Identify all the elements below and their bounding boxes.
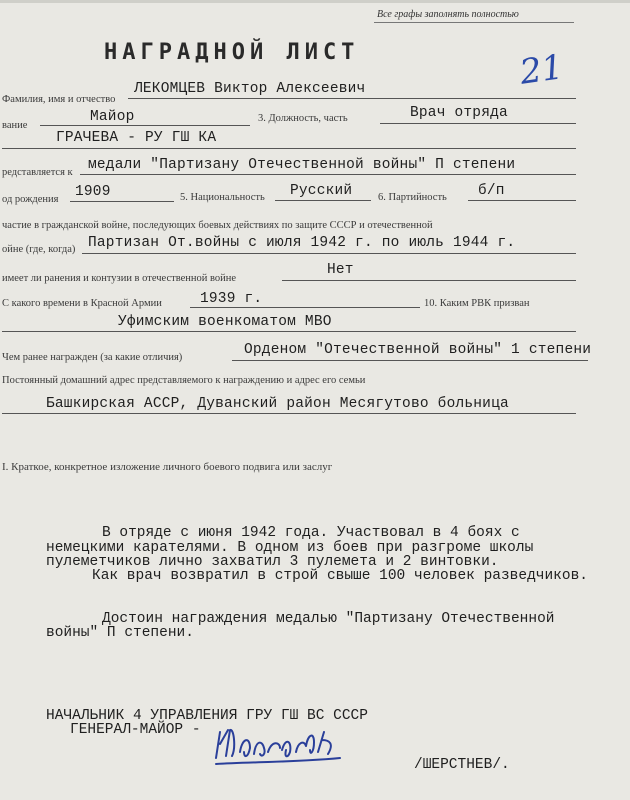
name-value: ЛЕКОМЦЕВ Виктор Алексеевич — [134, 81, 366, 97]
unit-underline — [2, 148, 576, 149]
participation-label-1: частие в гражданской войне, последующих боевых действиях по защите СССР и отечественной — [2, 220, 433, 231]
position-underline — [380, 123, 576, 124]
handwritten-signature — [210, 718, 360, 770]
wounds-underline — [282, 280, 576, 281]
rank-underline — [40, 125, 250, 126]
signature-rank: ГЕНЕРАЛ-МАЙОР - — [70, 722, 201, 738]
nationality-label: 5. Национальность — [180, 192, 265, 203]
handwritten-doc-number: 21 — [517, 47, 566, 93]
body-line-3: пулеметчиков лично захватил 3 пулемета и 2 винтовки. — [46, 554, 499, 570]
body-line-2: немецкими карателями. В одном из боев при разгроме школы — [46, 540, 534, 556]
wounds-value: Нет — [327, 262, 354, 278]
army-since-value: 1939 г. — [200, 291, 263, 307]
birth-underline — [70, 201, 174, 202]
presented-label: редставляется к — [2, 167, 73, 178]
presented-value: медали "Партизану Отечественной войны" П степени — [88, 157, 516, 173]
birth-label: од рождения — [2, 194, 59, 205]
scan-edge — [0, 0, 630, 3]
address-underline — [2, 413, 576, 414]
body-line-5: Достоин награждения медалью "Партизану Отечественной — [102, 611, 555, 627]
fill-all-note: Все графы заполнять полностью — [377, 9, 519, 20]
previous-awards-label: Чем ранее награжден (за какие отличия) — [2, 352, 183, 363]
note-underline — [374, 22, 574, 23]
presented-underline — [80, 174, 576, 175]
unit-value: ГРАЧЕВА - РУ ГШ КА — [56, 130, 217, 146]
army-since-label: С какого времени в Красной Армии — [2, 298, 162, 309]
body-line-1: В отряде с июня 1942 года. Участвовал в 4 боях с — [102, 525, 520, 541]
address-label: Постоянный домашний адрес представляемого к награждению и адрес его семьи — [2, 375, 366, 386]
page-title: НАГРАДНОЙ ЛИСТ — [104, 40, 360, 65]
body-line-4: Как врач возвратил в строй свыше 100 человек разведчиков. — [92, 568, 588, 584]
rvk-label: 10. Каким РВК призван — [424, 298, 530, 309]
address-value: Башкирская АССР, Дуванский район Месягутово больница — [46, 396, 509, 412]
position-value: Врач отряда — [410, 105, 508, 121]
body-line-6: войны" П степени. — [46, 625, 194, 641]
previous-awards-underline — [232, 360, 588, 361]
name-label: Фамилия, имя и отчество — [2, 94, 116, 105]
party-value: б/п — [478, 183, 505, 199]
rank-value: Майор — [90, 109, 135, 125]
wounds-label: имеет ли ранения и контузии в отечественной войне — [2, 273, 237, 284]
participation-label-2: ойне (где, когда) — [2, 244, 76, 255]
signature-name: /ШЕРСТНЕВ/. — [414, 757, 510, 773]
nationality-underline — [275, 200, 371, 201]
birth-value: 1909 — [75, 184, 111, 200]
army-since-underline — [190, 307, 420, 308]
nationality-value: Русский — [290, 183, 353, 199]
participation-value: Партизан От.войны с июля 1942 г. по июль 1944 г. — [88, 235, 516, 251]
rvk-value: Уфимским военкоматом МВО — [118, 314, 332, 330]
rank-label: вание — [2, 120, 28, 131]
rvk-underline — [2, 331, 576, 332]
previous-awards-value: Орденом "Отечественной войны" 1 степени — [244, 342, 592, 358]
name-underline — [128, 98, 576, 99]
participation-underline — [82, 253, 576, 254]
position-label: 3. Должность, часть — [258, 113, 348, 124]
section-heading: I. Краткое, конкретное изложение личного боевого подвига или заслуг — [2, 461, 333, 473]
party-label: 6. Партийность — [378, 192, 447, 203]
party-underline — [468, 200, 576, 201]
signature-position: НАЧАЛЬНИК 4 УПРАВЛЕНИЯ ГРУ ГШ ВС СССР — [46, 708, 368, 724]
